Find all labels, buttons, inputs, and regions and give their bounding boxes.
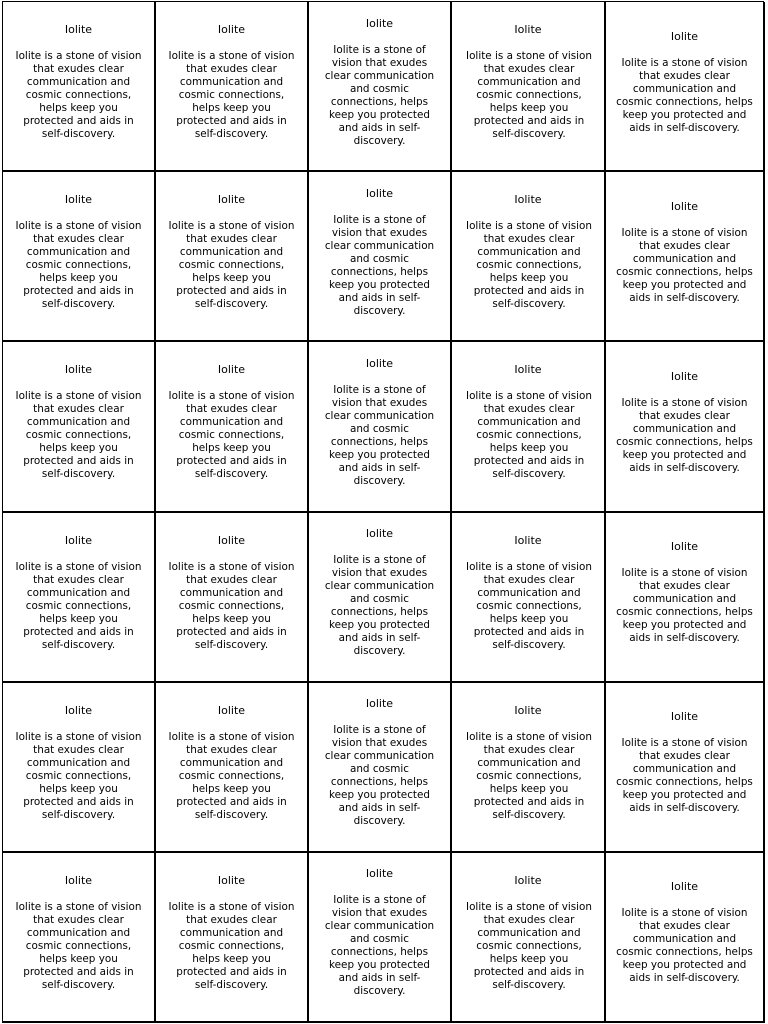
card-description: Iolite is a stone of vision that exudes clear communication and cosmic connections, helps keep you protected and aids in self-discovery. bbox=[466, 900, 592, 991]
card bbox=[452, 513, 606, 683]
card-description: Iolite is a stone of vision that exudes clear communication and cosmic connections, helps keep you protected and aids in self-discovery. bbox=[466, 390, 592, 481]
card bbox=[606, 2, 765, 172]
card-description: Iolite is a stone of vision that exudes clear communication and cosmic connections, helps keep you protected and aids in self-discovery. bbox=[15, 220, 142, 311]
card-description: Iolite is a stone of vision that exudes clear communication and cosmic connections, helps keep you protected and aids in self-discovery. bbox=[466, 50, 592, 141]
card bbox=[3, 172, 156, 342]
card-title: Iolite bbox=[670, 369, 699, 383]
card bbox=[3, 342, 156, 512]
card-description: Iolite is a stone of vision that exudes clear communication and cosmic connections, helps keep you protected and aids in self-discovery. bbox=[168, 220, 295, 311]
card bbox=[452, 172, 606, 342]
card bbox=[3, 2, 156, 172]
card-title: Iolite bbox=[514, 703, 542, 717]
card-title: Iolite bbox=[365, 16, 394, 30]
card-title: Iolite bbox=[365, 867, 394, 881]
card bbox=[156, 683, 309, 853]
card-title: Iolite bbox=[64, 363, 93, 377]
card-title: Iolite bbox=[670, 710, 699, 724]
card-description: Iolite is a stone of vision that exudes clear communication and cosmic connections, helps keep you protected and aids in self-discovery. bbox=[324, 383, 435, 487]
card bbox=[156, 2, 309, 172]
card-description: Iolite is a stone of vision that exudes clear communication and cosmic connections, helps keep you protected and aids in self-discovery. bbox=[15, 730, 142, 821]
card-description: Iolite is a stone of vision that exudes clear communication and cosmic connections, helps keep you protected and aids in self-discovery. bbox=[168, 730, 295, 821]
card bbox=[309, 853, 452, 1023]
card-title: Iolite bbox=[365, 186, 394, 200]
card-description: Iolite is a stone of vision that exudes clear communication and cosmic connections, helps keep you protected and aids in self-discovery. bbox=[616, 226, 753, 304]
card bbox=[156, 172, 309, 342]
card-description: Iolite is a stone of vision that exudes clear communication and cosmic connections, helps keep you protected and aids in self-discovery. bbox=[15, 900, 142, 991]
card bbox=[156, 342, 309, 512]
card-title: Iolite bbox=[217, 703, 246, 717]
card-title: Iolite bbox=[514, 533, 542, 547]
card-title: Iolite bbox=[514, 873, 542, 887]
card-description: Iolite is a stone of vision that exudes clear communication and cosmic connections, helps keep you protected and aids in self-discovery. bbox=[168, 390, 295, 481]
card-description: Iolite is a stone of vision that exudes clear communication and cosmic connections, helps keep you protected and aids in self-discovery. bbox=[324, 43, 435, 147]
card bbox=[156, 853, 309, 1023]
card-title: Iolite bbox=[217, 363, 246, 377]
card bbox=[3, 683, 156, 853]
card bbox=[606, 683, 765, 853]
card bbox=[309, 683, 452, 853]
card-description: Iolite is a stone of vision that exudes clear communication and cosmic connections, helps keep you protected and aids in self-discovery. bbox=[15, 50, 142, 141]
card-title: Iolite bbox=[365, 697, 394, 711]
card-grid bbox=[2, 1, 764, 1023]
card-description: Iolite is a stone of vision that exudes clear communication and cosmic connections, helps keep you protected and aids in self-discovery. bbox=[616, 56, 753, 134]
card-title: Iolite bbox=[217, 23, 246, 37]
card bbox=[452, 342, 606, 512]
card bbox=[309, 513, 452, 683]
card-title: Iolite bbox=[514, 193, 542, 207]
card-title: Iolite bbox=[514, 363, 542, 377]
card-description: Iolite is a stone of vision that exudes clear communication and cosmic connections, helps keep you protected and aids in self-discovery. bbox=[616, 907, 753, 985]
card-title: Iolite bbox=[217, 533, 246, 547]
card-title: Iolite bbox=[64, 703, 93, 717]
card-title: Iolite bbox=[64, 873, 93, 887]
card-title: Iolite bbox=[217, 193, 246, 207]
card-title: Iolite bbox=[670, 199, 699, 213]
card bbox=[606, 342, 765, 512]
card-description: Iolite is a stone of vision that exudes clear communication and cosmic connections, helps keep you protected and aids in self-discovery. bbox=[15, 390, 142, 481]
card-title: Iolite bbox=[217, 873, 246, 887]
card-title: Iolite bbox=[514, 23, 542, 37]
card-description: Iolite is a stone of vision that exudes clear communication and cosmic connections, helps keep you protected and aids in self-discovery. bbox=[616, 737, 753, 815]
card-title: Iolite bbox=[670, 540, 699, 554]
card-title: Iolite bbox=[64, 533, 93, 547]
card-title: Iolite bbox=[64, 23, 93, 37]
card bbox=[452, 683, 606, 853]
card bbox=[3, 853, 156, 1023]
card bbox=[606, 853, 765, 1023]
card bbox=[606, 172, 765, 342]
card bbox=[452, 853, 606, 1023]
card bbox=[452, 2, 606, 172]
card-description: Iolite is a stone of vision that exudes clear communication and cosmic connections, helps keep you protected and aids in self-discovery. bbox=[616, 396, 753, 474]
card-description: Iolite is a stone of vision that exudes clear communication and cosmic connections, helps keep you protected and aids in self-discovery. bbox=[324, 724, 435, 828]
card-title: Iolite bbox=[365, 356, 394, 370]
card-title: Iolite bbox=[64, 193, 93, 207]
card bbox=[309, 342, 452, 512]
card-title: Iolite bbox=[670, 880, 699, 894]
card-description: Iolite is a stone of vision that exudes clear communication and cosmic connections, helps keep you protected and aids in self-discovery. bbox=[324, 213, 435, 317]
card bbox=[309, 2, 452, 172]
card-description: Iolite is a stone of vision that exudes clear communication and cosmic connections, helps keep you protected and aids in self-discovery. bbox=[466, 730, 592, 821]
card-description: Iolite is a stone of vision that exudes clear communication and cosmic connections, helps keep you protected and aids in self-discovery. bbox=[616, 567, 753, 645]
card-description: Iolite is a stone of vision that exudes clear communication and cosmic connections, helps keep you protected and aids in self-discovery. bbox=[168, 900, 295, 991]
card-description: Iolite is a stone of vision that exudes clear communication and cosmic connections, helps keep you protected and aids in self-discovery. bbox=[466, 220, 592, 311]
card-description: Iolite is a stone of vision that exudes clear communication and cosmic connections, helps keep you protected and aids in self-discovery. bbox=[15, 560, 142, 651]
card-description: Iolite is a stone of vision that exudes clear communication and cosmic connections, helps keep you protected and aids in self-discovery. bbox=[324, 894, 435, 998]
card-title: Iolite bbox=[365, 527, 394, 541]
card bbox=[3, 513, 156, 683]
card-title: Iolite bbox=[670, 29, 699, 43]
card bbox=[156, 513, 309, 683]
card-description: Iolite is a stone of vision that exudes clear communication and cosmic connections, helps keep you protected and aids in self-discovery. bbox=[324, 554, 435, 658]
card-description: Iolite is a stone of vision that exudes clear communication and cosmic connections, helps keep you protected and aids in self-discovery. bbox=[168, 50, 295, 141]
card-description: Iolite is a stone of vision that exudes clear communication and cosmic connections, helps keep you protected and aids in self-discovery. bbox=[168, 560, 295, 651]
card-description: Iolite is a stone of vision that exudes clear communication and cosmic connections, helps keep you protected and aids in self-discovery. bbox=[466, 560, 592, 651]
card bbox=[309, 172, 452, 342]
card bbox=[606, 513, 765, 683]
